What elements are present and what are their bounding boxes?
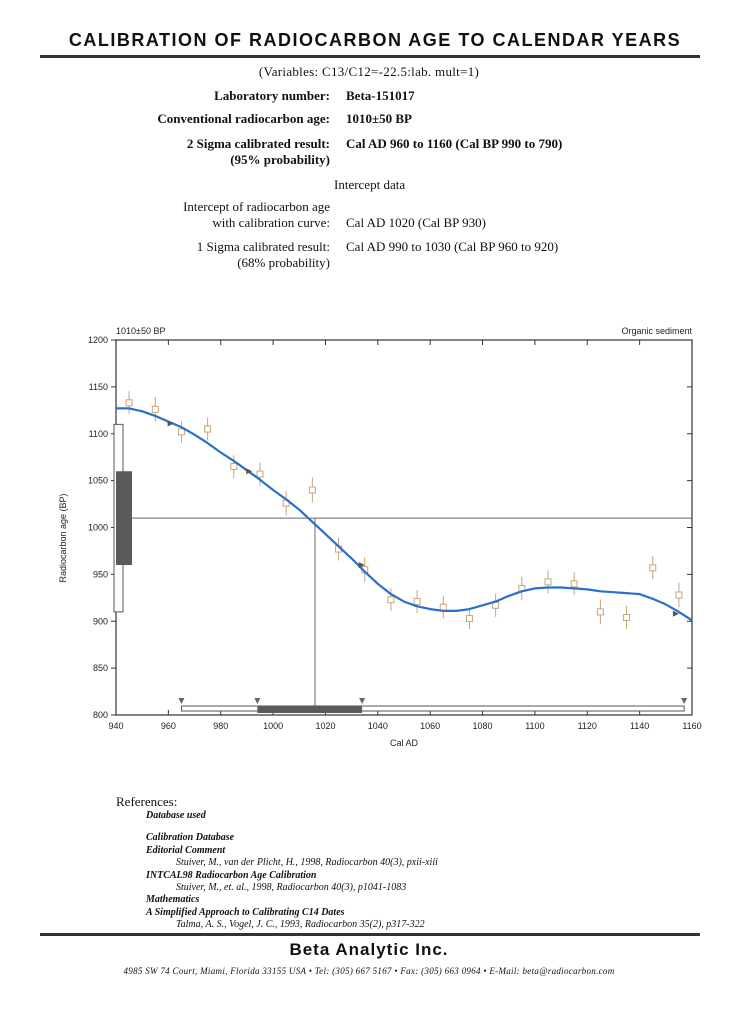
x-tick-label: 940 bbox=[108, 721, 124, 731]
x-tick-label: 1100 bbox=[525, 721, 545, 731]
x-tick-label: 980 bbox=[213, 721, 229, 731]
conv-age-label: Conventional radiocarbon age: bbox=[157, 111, 330, 126]
cal-range-marker bbox=[178, 698, 184, 704]
report-title: CALIBRATION OF RADIOCARBON AGE TO CALENDAR YEARS bbox=[68, 30, 682, 50]
sigma1-age-bar bbox=[116, 471, 132, 565]
chart-sample-type: Organic sediment bbox=[621, 326, 692, 336]
lab-number-value: Beta-151017 bbox=[346, 88, 415, 103]
y-tick-label: 800 bbox=[92, 710, 108, 720]
intercept-label-1: Intercept of radiocarbon age bbox=[183, 199, 330, 214]
calibration-chart-svg bbox=[50, 322, 710, 762]
ref-database-used: Database used bbox=[146, 810, 206, 821]
curve-arrow-marker bbox=[168, 420, 174, 426]
sigma2-label: 2 Sigma calibrated result: bbox=[186, 136, 330, 151]
x-tick-label: 1080 bbox=[472, 721, 493, 731]
intercept-label-2: with calibration curve: bbox=[212, 215, 330, 230]
chart-age-label: 1010±50 BP bbox=[116, 326, 166, 336]
data-point bbox=[414, 599, 420, 605]
references-heading: References: bbox=[116, 794, 178, 809]
bottom-rule bbox=[40, 933, 700, 936]
y-tick-label: 1050 bbox=[87, 475, 108, 486]
data-point bbox=[126, 400, 132, 406]
sigma1-cal-bar bbox=[257, 706, 362, 713]
data-point bbox=[309, 487, 315, 493]
y-tick-label: 1150 bbox=[88, 381, 108, 392]
references-section bbox=[116, 794, 676, 932]
x-tick-label: 1020 bbox=[315, 721, 336, 731]
ref-editorial-cite: Stuiver, M., van der Plicht, H., 1998, Radiocarbon 40(3), pxii-xiii bbox=[176, 857, 438, 869]
x-tick-label: 1040 bbox=[367, 721, 388, 731]
ref-mathematics: Mathematics bbox=[146, 894, 200, 906]
data-point bbox=[152, 406, 158, 412]
data-point bbox=[545, 579, 551, 585]
data-point bbox=[624, 615, 630, 621]
company-name: Beta Analytic Inc. bbox=[289, 940, 449, 959]
cal-range-marker bbox=[359, 698, 365, 704]
data-point bbox=[205, 426, 211, 432]
x-tick-label: 1140 bbox=[629, 721, 650, 731]
sigma2-probability: (95% probability) bbox=[230, 152, 330, 167]
data-point bbox=[571, 581, 577, 587]
x-tick-label: 1000 bbox=[263, 721, 284, 731]
data-point bbox=[178, 429, 184, 435]
ref-calibration-database: Calibration Database bbox=[146, 832, 235, 844]
company-address: 4985 SW 74 Court, Miami, Florida 33155 USA • Tel: (305) 667 5167 • Fax: (305) 663 0964 • E-Mail: beta@radiocarbon.com bbox=[123, 966, 615, 976]
y-axis-label: Radiocarbon age (BP) bbox=[58, 493, 68, 583]
x-axis-label: Cal AD bbox=[389, 738, 419, 748]
cal-range-marker bbox=[254, 698, 260, 704]
data-point bbox=[650, 565, 656, 571]
sigma2-cal-bar bbox=[181, 706, 684, 711]
ref-simplified-cite: Talma, A. S., Vogel, J. C., 1993, Radiocarbon 35(2), p317-322 bbox=[176, 919, 425, 931]
y-tick-label: 900 bbox=[92, 616, 108, 627]
data-point bbox=[597, 609, 603, 615]
ref-intcal-title: INTCAL98 Radiocarbon Age Calibration bbox=[146, 869, 317, 881]
calibration-chart bbox=[50, 322, 710, 762]
calibration-curve bbox=[116, 408, 692, 620]
y-tick-label: 1000 bbox=[87, 522, 108, 533]
sigma1-value: Cal AD 990 to 1030 (Cal BP 960 to 920) bbox=[346, 239, 559, 254]
sigma1-label: 1 Sigma calibrated result: bbox=[196, 239, 330, 254]
variables-line: (Variables: C13/C12=-22.5:lab. mult=1) bbox=[258, 64, 480, 79]
y-tick-label: 1200 bbox=[87, 335, 108, 345]
data-point bbox=[231, 464, 237, 470]
conv-age-value: 1010±50 BP bbox=[346, 111, 412, 126]
cal-range-marker bbox=[681, 698, 687, 704]
data-point bbox=[676, 592, 682, 598]
plot-frame bbox=[116, 340, 692, 715]
intercept-value: Cal AD 1020 (Cal BP 930) bbox=[346, 215, 486, 230]
data-point bbox=[440, 604, 446, 610]
data-point bbox=[257, 471, 263, 477]
sigma1-probability: (68% probability) bbox=[237, 255, 330, 270]
data-point bbox=[466, 615, 472, 621]
sigma2-value: Cal AD 960 to 1160 (Cal BP 990 to 790) bbox=[346, 136, 563, 151]
top-rule bbox=[40, 55, 700, 58]
y-tick-label: 850 bbox=[92, 663, 108, 674]
y-tick-label: 950 bbox=[92, 569, 108, 580]
x-tick-label: 1060 bbox=[420, 721, 441, 731]
x-tick-label: 1120 bbox=[577, 721, 597, 731]
x-tick-label: 960 bbox=[160, 721, 176, 731]
y-tick-label: 1100 bbox=[88, 428, 108, 439]
lab-number-label: Laboratory number: bbox=[214, 88, 330, 103]
ref-editorial-comment: Editorial Comment bbox=[146, 844, 226, 856]
x-tick-label: 1160 bbox=[682, 721, 702, 731]
data-point bbox=[388, 597, 394, 603]
ref-simplified-title: A Simplified Approach to Calibrating C14 Dates bbox=[146, 906, 345, 918]
intercept-data-title: Intercept data bbox=[334, 177, 406, 192]
ref-intcal-cite: Stuiver, M., et. al., 1998, Radiocarbon 40(3), p1041-1083 bbox=[176, 882, 407, 894]
